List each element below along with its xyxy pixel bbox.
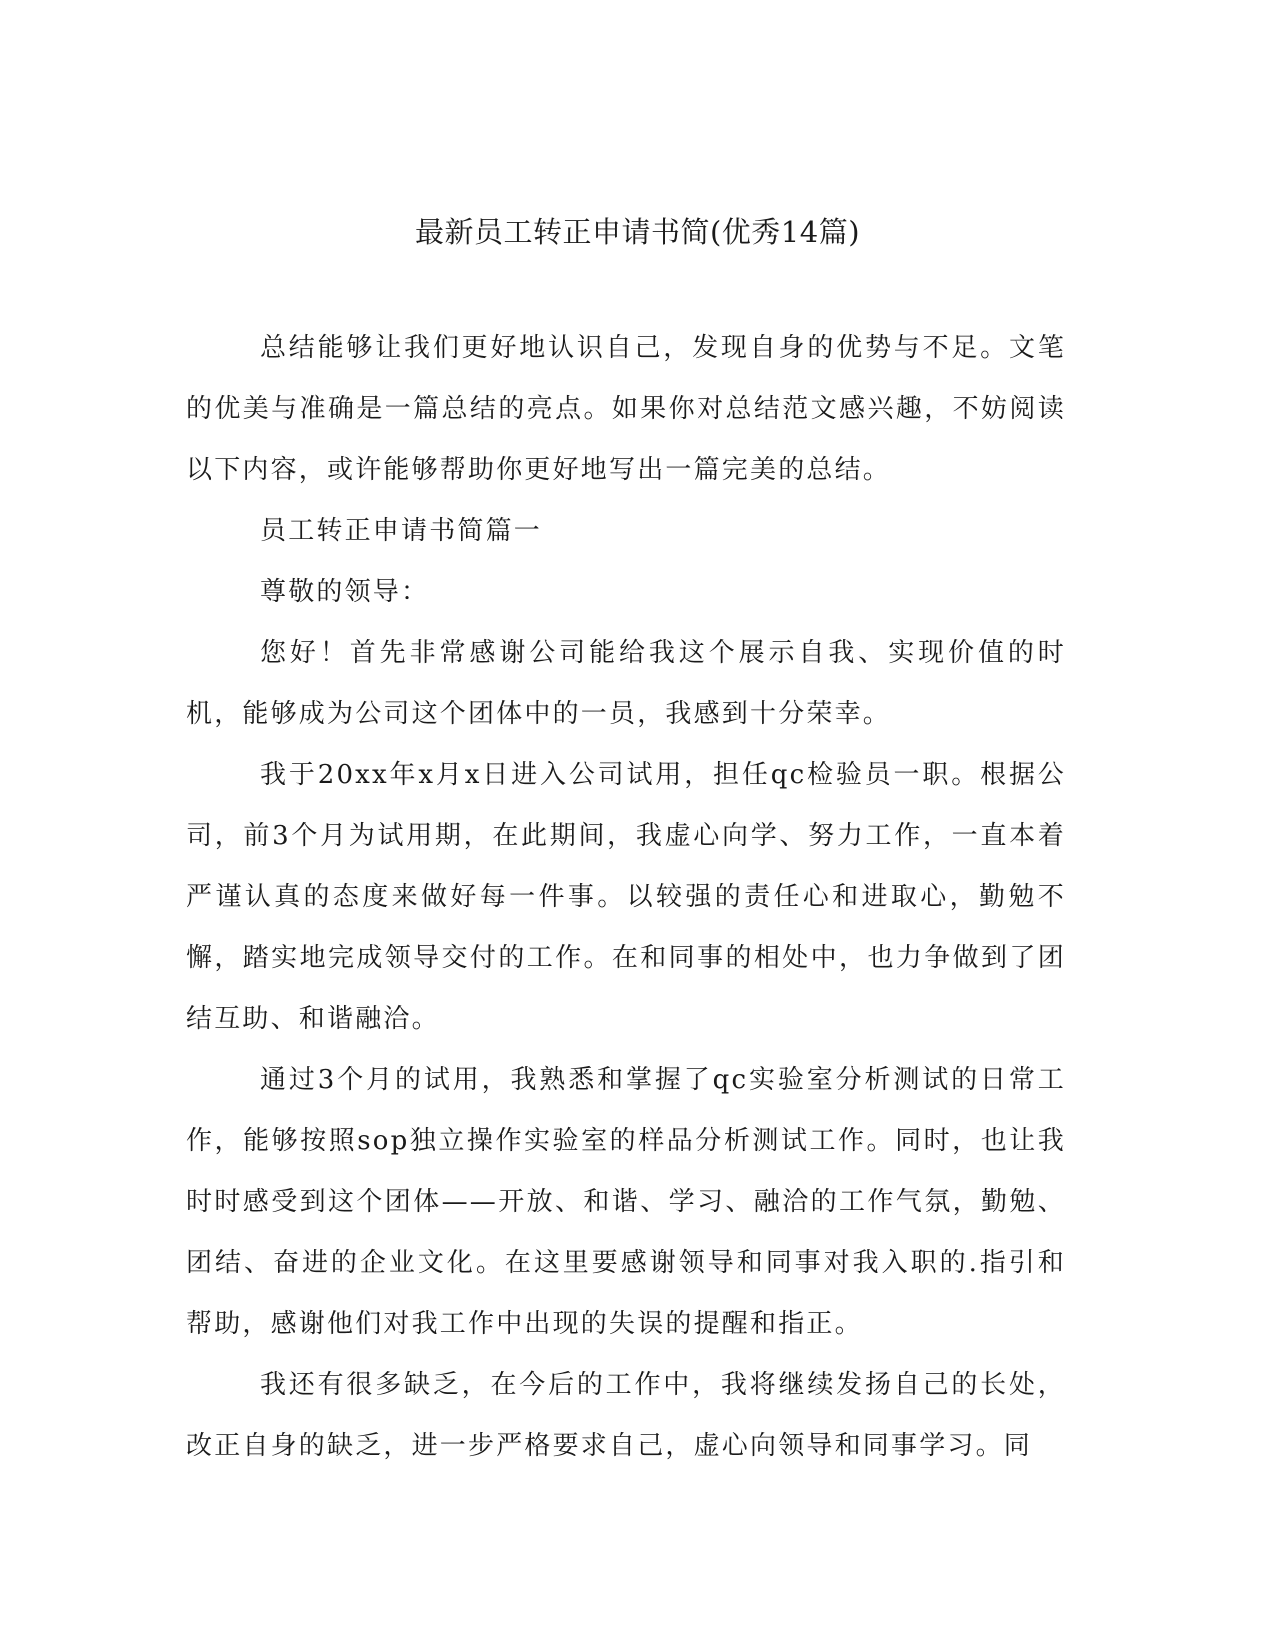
intro-paragraph: 总结能够让我们更好地认识自己，发现自身的优势与不足。文笔的优美与准确是一篇总结的亮点。如果你对总结范文感兴趣，不妨阅读以下内容，或许能够帮助你更好地写出一篇完美的总结。 [186, 333, 1066, 485]
document-title: 最新员工转正申请书简(优秀14篇) [414, 215, 861, 249]
body-paragraph: 我于20xx年x月x日进入公司试用，担任qc检验员一职。根据公司，前3个月为试用期，在此期间，我虚心向学、努力工作，一直本着严谨认真的态度来做好每一件事。以较强的责任心和进取心，勤勉不懈，踏实地完成领导交付的工作。在和同事的相处中，也力争做到了团结互助、和谐融洽。 [186, 760, 1066, 1034]
body-paragraph: 我还有很多缺乏，在今后的工作中，我将继续发扬自己的长处，改正自身的缺乏，进一步严格要求自己，虚心向领导和同事学习。同 [186, 1370, 1066, 1461]
salutation: 尊敬的领导： [260, 577, 430, 607]
body-paragraph: 通过3个月的试用，我熟悉和掌握了qc实验室分析测试的日常工作，能够按照sop独立操作实验室的样品分析测试工作。同时，也让我时时感受到这个团体——开放、和谐、学习、融洽的工作气氛，勤勉、团结、奋进的企业文化。在这里要感谢领导和同事对我入职的.指引和帮助，感谢他们对我工作中出现的失误的提醒和指正。 [186, 1065, 1066, 1339]
section-heading: 员工转正申请书简篇一 [260, 516, 543, 546]
body-paragraph: 您好！首先非常感谢公司能给我这个展示自我、实现价值的时机，能够成为公司这个团体中的一员，我感到十分荣幸。 [186, 638, 1066, 729]
document-body [186, 318, 1066, 1477]
